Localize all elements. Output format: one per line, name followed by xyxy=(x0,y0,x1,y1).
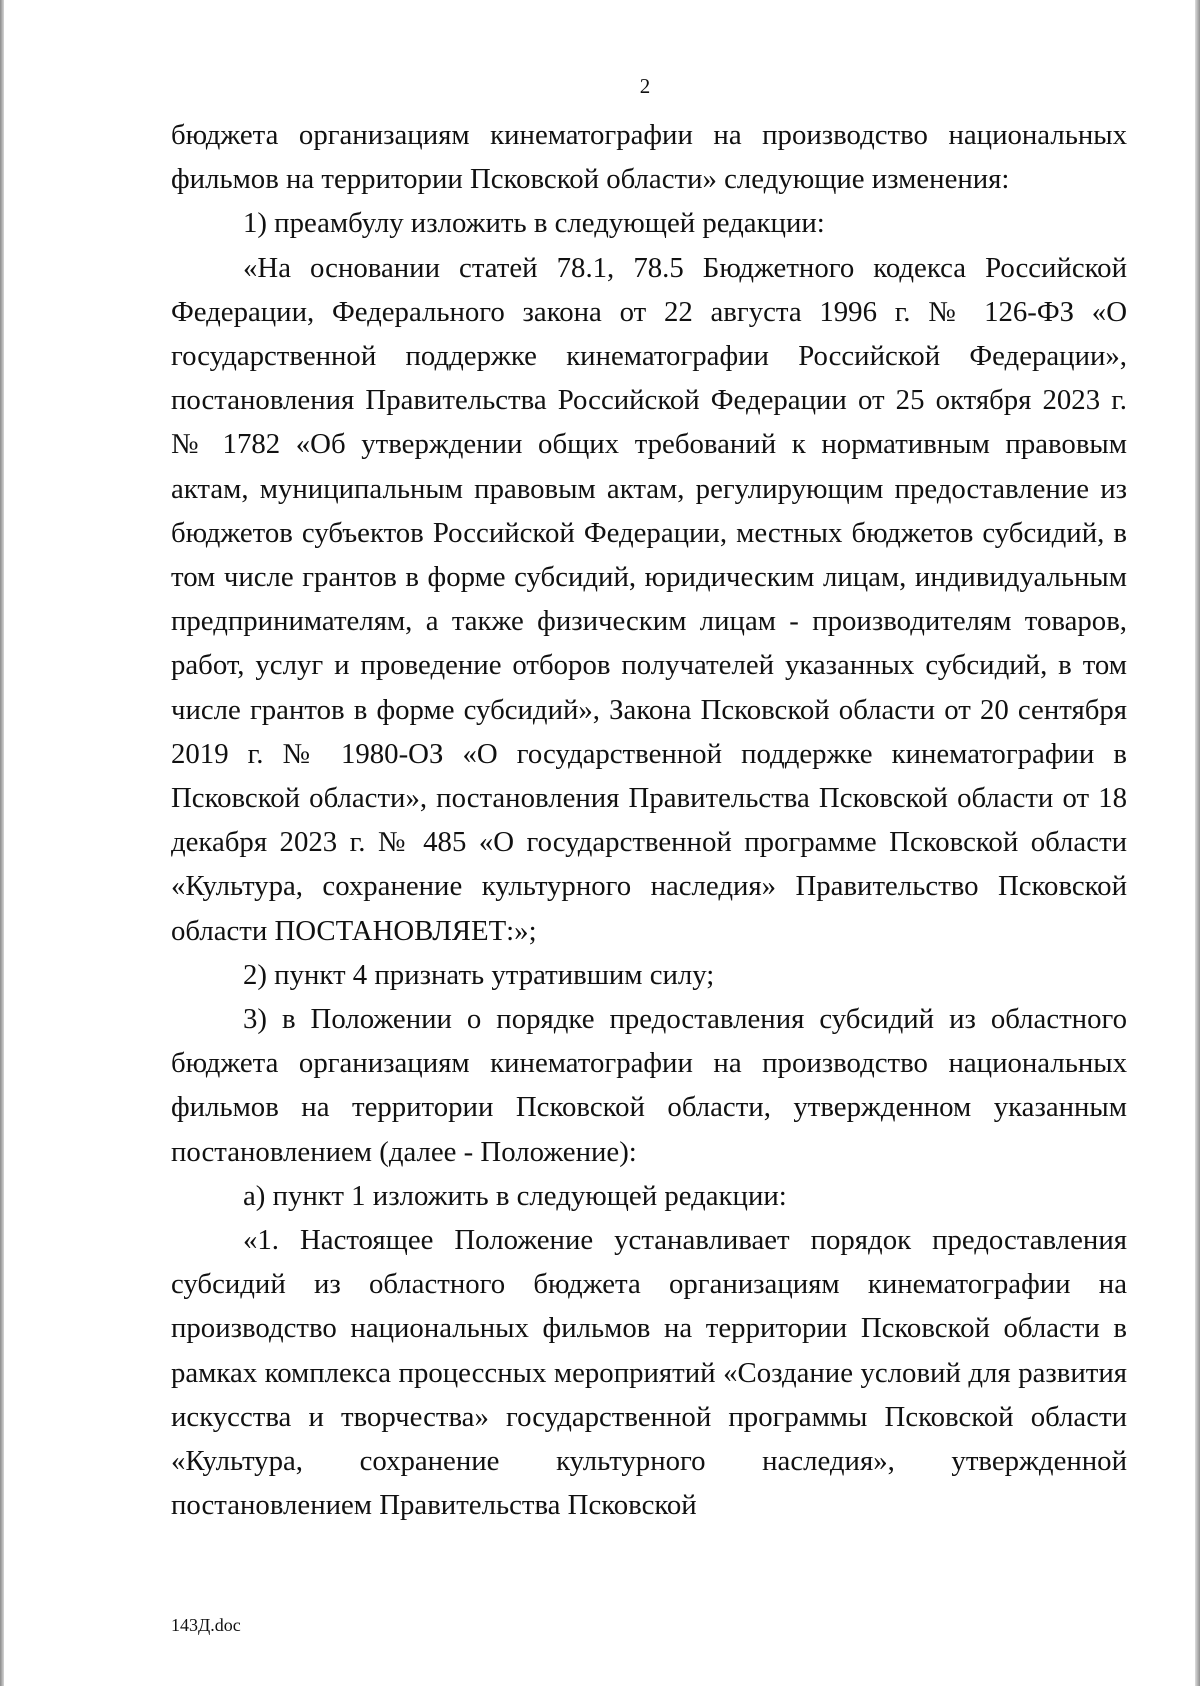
paragraph-item-3: 3) в Положении о порядке предоставления субсидий из областного бюджета организациям кинематографии на производство национальных фильмов на территории Псковской области, утвержденном указанным постановлением (далее - Положение): xyxy=(171,1003,1127,1168)
paragraph-continuation: бюджета организациям кинематографии на производство национальных фильмов на территории Псковской области» следующие изменения: xyxy=(171,119,1127,196)
paragraph-clause-1-quote: «1. Настоящее Положение устанавливает порядок предоставления субсидий из областного бюджета организациям кинематографии на производство национальных фильмов на территории Псковской области в рамках комплекса процессных мероприятий «Создание условий для развития искусства и творчества» государственной программы Псковской области «Культура, сохранение культурного наследия», утвержденной постановлением Правительства Псковской xyxy=(171,1224,1127,1522)
document-body xyxy=(171,113,1127,1528)
paragraph-item-1: 1) преамбулу изложить в следующей редакции: xyxy=(243,207,825,240)
footer-file-name: 143Д.doc xyxy=(171,1615,241,1635)
scan-edge-right xyxy=(1195,0,1200,1686)
page-number: 2 xyxy=(639,74,651,98)
scan-edge-left xyxy=(0,0,4,1686)
paragraph-item-2: 2) пункт 4 признать утратившим силу; xyxy=(243,958,715,991)
paragraph-subitem-a: а) пункт 1 изложить в следующей редакции: xyxy=(243,1179,787,1212)
paragraph-preamble-quote: «На основании статей 78.1, 78.5 Бюджетного кодекса Российской Федерации, Федерального закона от 22 августа 1996 г. № 126-ФЗ «О государственной поддержке кинематографии Российской Федерации», постановления Правительства Российской Федерации от 25 октября 2023 г. № 1782 «Об утверждении общих требований к нормативным правовым актам, муниципальным правовым актам, регулирующим предоставление из бюджетов субъектов Российской Федерации, местных бюджетов субсидий, в том числе грантов в форме субсидий, юридическим лицам, индивидуальным предпринимателям, а также физическим лицам - производителям товаров, работ, услуг и проведение отборов получателей указанных субсидий, в том числе грантов в форме субсидий», Закона Псковской области от 20 сентября 2019 г. № 1980-ОЗ «О государственной поддержке кинематографии в Псковской области», постановления Правительства Псковской области от 18 декабря 2023 г. № 485 «О государственной программе Псковской области «Культура, сохранение культурного наследия» Правительство Псковской области ПОСТАНОВЛЯЕТ:»; xyxy=(171,251,1127,947)
